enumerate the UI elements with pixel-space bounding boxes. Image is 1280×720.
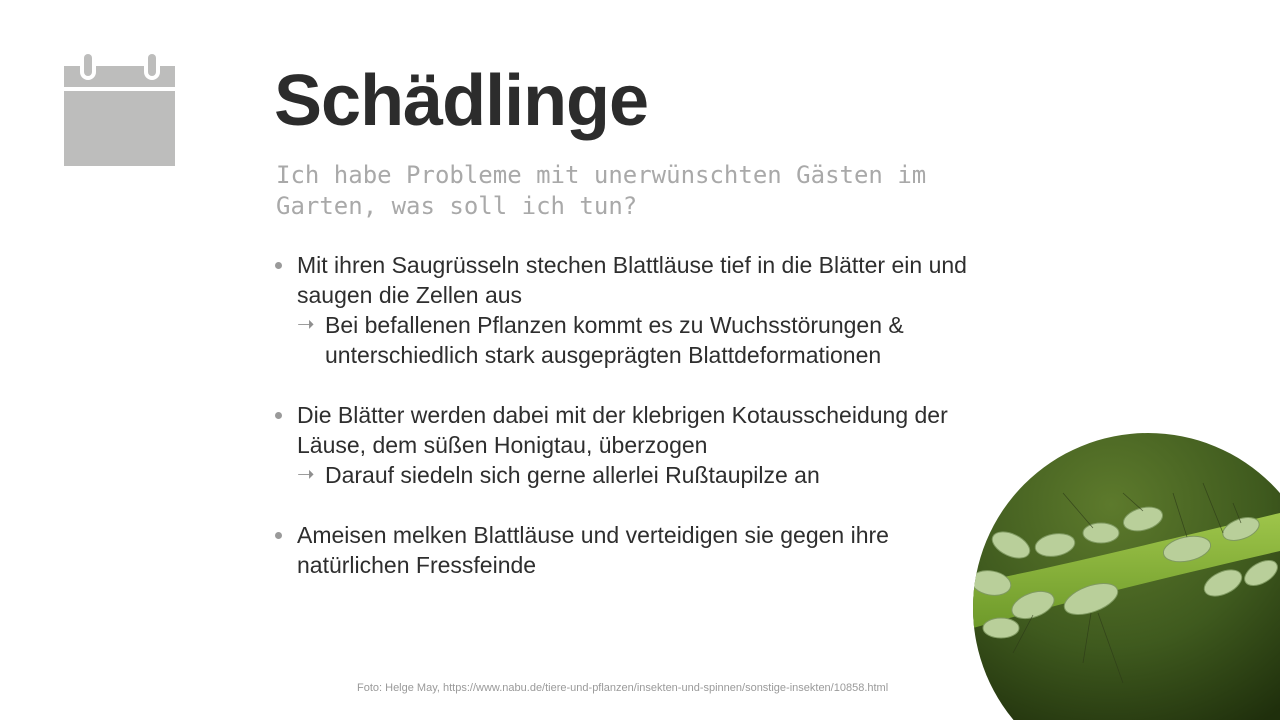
bullet-text: Die Blätter werden dabei mit der klebrigen Kotausscheidung der Läuse, dem süßen Honigtau, überzogen [297, 402, 948, 458]
aphid-photo [973, 433, 1280, 720]
bullet-dot-icon [275, 412, 282, 419]
arrow-right-icon: ➝ [297, 463, 315, 486]
sub-point-text: Darauf siedeln sich gerne allerlei Rußtaupilze an [325, 462, 820, 488]
arrow-right-icon: ➝ [297, 313, 315, 336]
bullet-item [274, 250, 984, 370]
sub-point [297, 460, 984, 490]
bullet-dot-icon [275, 532, 282, 539]
slide-title: Schädlinge [274, 61, 649, 141]
bullet-dot-icon [275, 262, 282, 269]
calendar-icon [64, 54, 175, 166]
bullet-item [274, 400, 984, 490]
photo-credit: Foto: Helge May, https://www.nabu.de/tiere-und-pflanzen/insekten-und-spinnen/sonstige-insekten/10858.html [357, 682, 889, 694]
sub-point-text: Bei befallenen Pflanzen kommt es zu Wuchsstörungen & unterschiedlich stark ausgeprägten Blattdeformationen [325, 312, 904, 368]
slide-subtitle: Ich habe Probleme mit unerwünschten Gästen im Garten, was soll ich tun? [276, 161, 927, 220]
bullet-text: Mit ihren Saugrüsseln stechen Blattläuse tief in die Blätter ein und saugen die Zellen aus [297, 252, 967, 308]
bullet-item [274, 520, 984, 580]
bullet-list [274, 250, 984, 610]
sub-point [297, 310, 984, 370]
bullet-text: Ameisen melken Blattläuse und verteidigen sie gegen ihre natürlichen Fressfeinde [297, 522, 889, 578]
